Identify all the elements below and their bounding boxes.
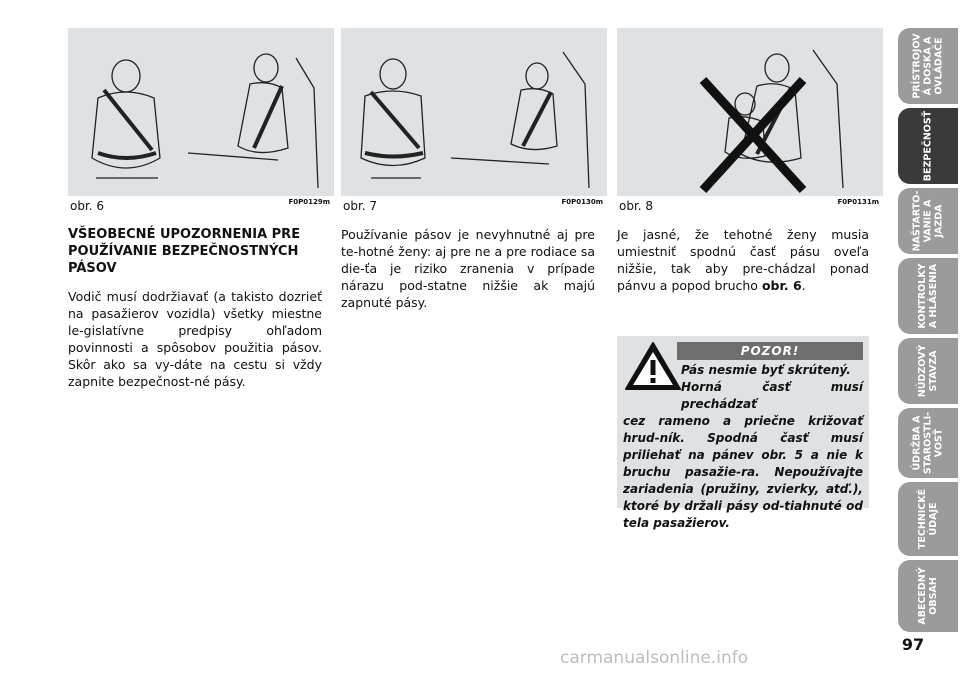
- figure-label: obr. 6: [70, 199, 105, 213]
- column-1-text: Vodič musí dodržiavať (a takisto dozrieť na pasažierov vozidla) všetky miestne le-gislatívne predpisy ohľadom povinnosti a spôsobov použitia pásov. Skôr ako sa vy-dáte na cestu si vždy zapnite bezpečnost-né pásy.: [68, 289, 322, 389]
- tab-label: NÚDZOVÝ STAVZA: [917, 344, 939, 398]
- warning-rest: cez rameno a priečne križovať hrud-ník. Spodná časť musí priliehať na pánev obr. 5 a nie k bruchu pasažie-ra. Nepoužívajte zariadenia (pružiny, zvierky, atď.), ktoré by držali pásy od-tiahnuté od tela pasažierov.: [623, 414, 863, 530]
- column-3-text-before: Je jasné, že tehotné ženy musia umiestniť spodnú časť pásu oveľa nižšie, tak aby pre-chádzal ponad pánvu a popod brucho: [617, 227, 869, 293]
- figure-code: F0P0130m: [561, 198, 603, 206]
- tab-udrzba[interactable]: [898, 408, 958, 478]
- tab-label: TECHNICKÉ ÚDAJE: [917, 488, 939, 550]
- figure-code: F0P0129m: [288, 198, 330, 206]
- tab-bezpecnost[interactable]: [898, 108, 958, 184]
- figure-label: obr. 7: [343, 199, 378, 213]
- tab-label: ABECEDNÝ OBSAH: [917, 567, 939, 625]
- column-2-text: Používanie pásov je nevyhnutné aj pre te-hotné ženy: aj pre ne a pre rodiace sa die-ťa je riziko zranenia v prípade nárazu pod-statne nižšie ak majú zapnuté pásy.: [341, 227, 595, 310]
- figure-label: obr. 8: [619, 199, 654, 213]
- figure-code: F0P0131m: [837, 198, 879, 206]
- tab-pristrojova-doska[interactable]: [898, 28, 958, 104]
- figure-7: [341, 28, 607, 216]
- column-3-text: [617, 226, 869, 294]
- tab-label: PRÍSTROJOV Á DOSKA A OVLÁDAČE: [911, 33, 945, 99]
- page-number: 97: [901, 635, 925, 654]
- warning-title: POZOR!: [677, 342, 863, 360]
- tab-label: ÚDRŽBA A STAROSTLI- VOSŤ: [911, 411, 945, 475]
- illustration-pregnant-women-seatbelt: [68, 28, 334, 196]
- tab-nudzovy-stav[interactable]: [898, 338, 958, 404]
- illustration-incorrect-child-on-lap: [617, 28, 883, 196]
- tab-label: KONTROLKY A HLÁSENIA: [917, 263, 939, 329]
- tab-nastartovanie[interactable]: [898, 188, 958, 254]
- figure-reference: obr. 6: [761, 278, 802, 293]
- tab-label: NAŠTARTO- VANIE A JAZDA: [911, 190, 945, 252]
- watermark: carmanualsonline.info: [560, 648, 749, 668]
- tab-technicke-udaje[interactable]: [898, 482, 958, 556]
- tab-kontrolky[interactable]: [898, 258, 958, 334]
- warning-line-1: Pás nesmie byť skrútený.: [681, 363, 851, 377]
- section-heading: VŠEOBECNÉ UPOZORNENIA PRE POUŽÍVANIE BEZPEČNOSTNÝCH PÁSOV: [68, 227, 301, 276]
- warning-box: [617, 336, 869, 530]
- illustration-man-and-woman-seatbelt: [341, 28, 607, 196]
- column-3-text-after: .: [801, 278, 806, 293]
- warning-line-2: Horná časť musí prechádzať: [681, 380, 863, 411]
- tab-label: BEZPEČNOSŤ: [922, 110, 934, 182]
- tab-abecedny-obsah[interactable]: [898, 560, 958, 632]
- figure-8: [617, 28, 883, 216]
- warning-body: [623, 362, 863, 532]
- chapter-tabs: [898, 0, 960, 677]
- figure-6: [68, 28, 334, 216]
